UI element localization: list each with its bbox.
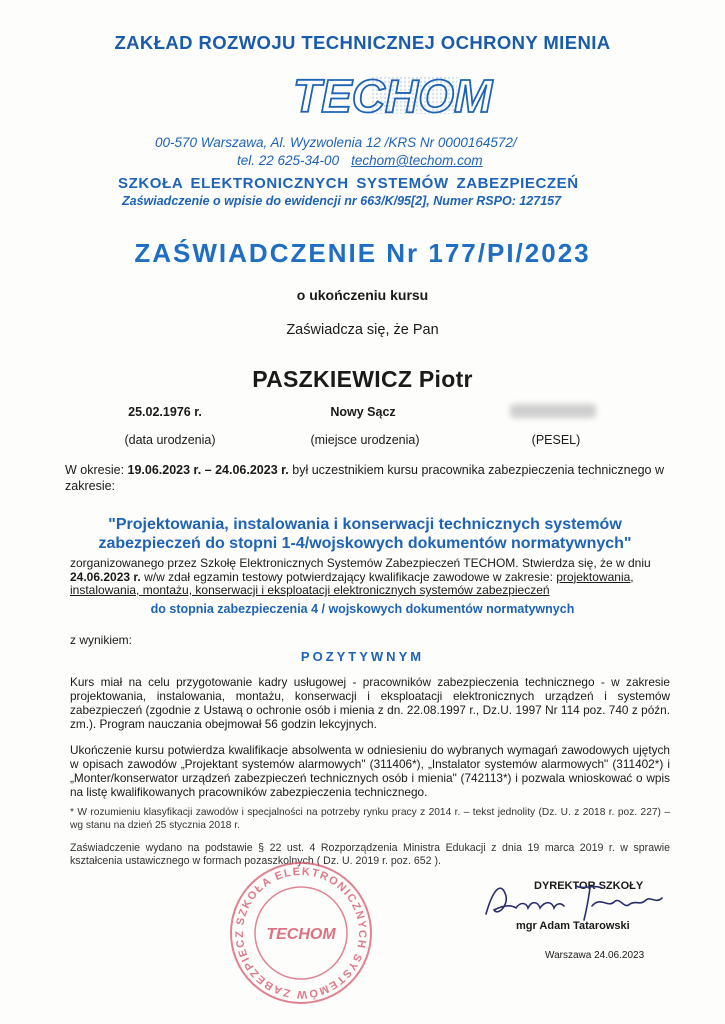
- svg-text:TECHOM: TECHOM: [293, 70, 493, 122]
- svg-text:SZKOŁA ELEKTRONICZNYCH SYSTEMÓ: SZKOŁA ELEKTRONICZNYCH SYSTEMÓW ZABEZPIECZ: [233, 865, 369, 1001]
- certificate-title: ZAŚWIADCZENIE Nr 177/PI/2023: [134, 238, 591, 268]
- person-name: PASZKIEWICZ Piotr: [252, 366, 473, 392]
- birth-date-label: (data urodzenia): [124, 433, 216, 447]
- birth-place-label: (miejsce urodzenia): [310, 433, 420, 447]
- organized-by: zorganizowanego przez Szkołę Elektronicznych Systemów Zabezpieczeń TECHOM. Stwierdza się, że w dniu: [70, 556, 651, 570]
- institution-name: ZAKŁAD ROZWOJU TECHNICZNEJ OCHRONY MIENIA: [114, 32, 611, 53]
- email-link[interactable]: techom@techom.com: [351, 153, 483, 168]
- techom-logo: [283, 68, 493, 122]
- course-subject: "Projektowania, instalowania i konserwacji technicznych systemów zabezpieczeń do stopni 1-4/wojskowych dokumentów normatywnych": [98, 516, 632, 552]
- school-registration: Zaświadczenie o wpisie do ewidencji nr 663/K/95[2], Numer RSPO: 127157: [122, 194, 562, 208]
- footnote: * W rozumieniu klasyfikacji zawodów i specjalności na potrzeby rynku pracy z 2014 r. – tekst jednolity (Dz. U. z 2018 r. poz. 227) – wg stanu na dzień 25 stycznia 2018 r.: [70, 807, 670, 831]
- phone-number: tel. 22 625-34-00: [237, 153, 340, 168]
- attestation-line: Zaświadcza się, że Pan: [286, 322, 439, 338]
- period-dates: 19.06.2023 r. – 24.06.2023 r.: [127, 463, 289, 477]
- period-prefix: W okresie:: [65, 463, 128, 477]
- pesel-label: (PESEL): [531, 433, 581, 447]
- security-level: do stopnia zabezpieczenia 4 / wojskowych dokumentów normatywnych: [150, 602, 575, 616]
- school-name: SZKOŁA ELEKTRONICZNYCH SYSTEMÓW ZABEZPIECZEŃ: [118, 175, 579, 192]
- director-name: mgr Adam Tatarowski: [516, 920, 630, 932]
- legal-basis: Zaświadczenie wydano na podstawie § 22 ust. 4 Rozporządzenia Ministra Edukacji z dnia 19 marca 2019 r. w sprawie kształcenia ustawicznego w formach pozaszkolnych ( Dz. U. 2019 r. poz. 652 ).: [70, 842, 670, 867]
- course-period: [65, 463, 665, 494]
- certificate-subtitle: o ukończeniu kursu: [296, 287, 429, 303]
- contact-line: [237, 153, 483, 168]
- qualification-paragraph: Ukończenie kursu potwierdza kwalifikacje absolwenta w odniesieniu do wybranych wymagań zawodowych ujętych w opisach zawodów „Projektant systemów alarmowych" (311406*), „Instalator systemów alarmowych" (311402*) i „Monter/konserwator urządzeń zabezpieczeń technicznych osób i mienia" (742113*) i pozwala wnioskować o wpis na listę kwalifikowanych pracowników zabezpieczenia technicznego.: [70, 743, 670, 799]
- birth-date: 25.02.1976 r.: [128, 405, 202, 419]
- course-goal-paragraph: Kurs miał na celu przygotowanie kadry usługowej - pracowników zabezpieczenia technicznego - w zakresie projektowania, instalowania, montażu, konserwacji i eksploatacji elektronicznych urządzeń i systemów zabezpieczeń (zgodnie z Ustawą o ochronie osób i mienia z dn. 22.08.1997 r., Dz.U. 1997 Nr 114 poz. 740 z późn. zm.). Program nauczania obejmował 56 godzin lekcyjnych.: [70, 675, 670, 731]
- director-title: DYREKTOR SZKOŁY: [534, 880, 644, 892]
- result-label: z wynikiem:: [70, 633, 133, 647]
- address-line: 00-570 Warszawa, Al. Wyzwolenia 12 /KRS Nr 0000164572/: [155, 135, 517, 150]
- pesel-redacted: [510, 404, 596, 418]
- place-date: Warszawa 24.06.2023: [545, 950, 645, 961]
- result-value: POZYTYWNYM: [300, 649, 425, 664]
- birth-place: Nowy Sącz: [330, 405, 396, 419]
- exam-scope: projektowania, instalowania, montażu, konserwacji i eksploatacji elektronicznych systemów zabezpieczeń: [70, 569, 634, 597]
- exam-statement: [70, 557, 670, 598]
- period-suffix: był uczestnikiem kursu pracownika zabezpieczenia technicznego w zakresie:: [65, 463, 664, 493]
- school-stamp: [228, 860, 374, 1006]
- exam-text: w/w zdał egzamin testowy potwierdzający kwalifikacje zawodowe w zakresie:: [140, 569, 557, 584]
- exam-date: 24.06.2023 r.: [70, 569, 141, 584]
- svg-text:TECHOM: TECHOM: [266, 926, 336, 943]
